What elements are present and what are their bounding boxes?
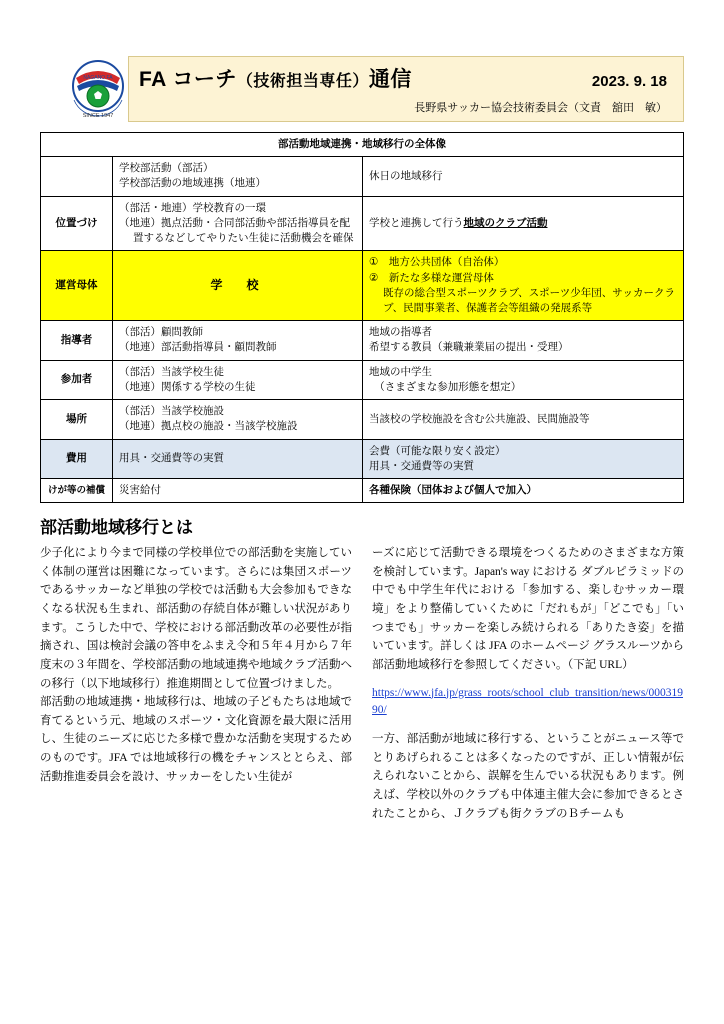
paragraph: 部活動の地域連携・地域移行は、地域の子どもたちは地域で育てるという元、地域のスポーツ・文化資源を最大限に活用し、生徒のニーズに応じた多様で豊かな活動を実現するためのものです。JFA では地域移行の機をチャンスととらえ、部活動推進委員会を設け、サッカーをしたい生徒が [40,696,352,783]
paragraph: ーズに応じて活動できる環境をつくるためのさまざまな方策を検討しています。Japan's way における ダブルピラミッドの中でも中学生年代における「参加する、楽しむサッカー環境」をより整備していくために「だれもが」「どこでも」「いつまでも」サッカーを楽しみ続けられる「ありたき姿」を描いています。詳しくは JFA のホームページ グラスルーツから部活動地域移行を参照してください。（下記 URL） [372,547,684,671]
row-label-injury: けが等の補償 [41,478,113,502]
header-band [128,56,684,122]
table-row [41,360,684,399]
row-mid-place: （部活）当該学校施設 （地連）拠点校の施設・当該学校施設 [113,400,363,439]
row-label-instructors: 指導者 [41,321,113,360]
row-right-injury: 各種保険（団体および個人で加入） [363,478,684,502]
row-mid-cost: 用具・交通費等の実質 [113,439,363,478]
row-right-participants: 地域の中学生 （さまざまな参加形態を想定） [363,360,684,399]
article-column-right [372,544,684,823]
paragraph: 一方、部活動が地域に移行する、ということがニュース等でとりあげられることは多くなったのですが、正しい情報が伝えられないことから、誤解を生んでいる状況もあります。例えば、学校以外のクラブも中体連主催大会に参加できるとされたことから、Ｊクラブも街クラブのＢチームも [372,733,684,820]
row-right-cost: 会費（可能な限り安く設定） 用具・交通費等の実質 [363,439,684,478]
table-row [41,400,684,439]
row-label-operating-body: 運営母体 [41,251,113,321]
svg-text:SINCE 1947: SINCE 1947 [82,113,114,119]
article-columns [40,544,684,823]
page-title [139,63,412,93]
table-title: 部活動地域連携・地域移行の全体像 [41,133,684,157]
issue-date: 2023. 9. 18 [591,73,667,90]
jfa-article-link[interactable]: https://www.jfa.jp/grass_roots/school_club_transition/news/00031990/ [372,686,684,717]
row-label-place: 場所 [41,400,113,439]
title-tail: 通信 [368,68,412,91]
table-header-row [41,157,684,196]
table-row [41,251,684,321]
row-mid-positioning: （部活・地連）学校教育の一環 （地連）拠点活動・合同部活動や部活指導員を配置するなどしてやりたい生徒に活動機会を確保 [113,196,363,251]
table-row [41,321,684,360]
row-label-positioning: 位置づけ [41,196,113,251]
overview-table [40,132,684,503]
header-cell-school: 学校部活動（部活） 学校部活動の地域連携（地連） [113,157,363,196]
row-right-instructors: 地域の指導者 希望する教員（兼職兼業届の提出・受理） [363,321,684,360]
table-row [41,439,684,478]
row-mid-participants: （部活）当該学校生徒 （地連）関係する学校の生徒 [113,360,363,399]
row-right-place: 当該校の学校施設を含む公共施設、民間施設等 [363,400,684,439]
row-right-positioning: 学校と連携して行う地域のクラブ活動 [363,196,684,251]
table-row [41,478,684,502]
article-heading: 部活動地域移行とは [40,518,193,538]
svg-text:NAGANO FA: NAGANO FA [83,75,113,81]
row-mid-operating-body: 学 校 [113,251,363,321]
table-title-row [41,133,684,157]
header-subtitle: 長野県サッカー協会技術委員会（文責 舘田 敏） [414,102,667,114]
article-column-left [40,544,352,823]
row-label-participants: 参加者 [41,360,113,399]
table-row [41,196,684,251]
title-main: FA コーチ [139,68,237,91]
nagano-fa-logo-icon [68,56,128,122]
paragraph: 少子化により今まで同様の学校単位での部活動を実施していく体制の運営は困難になっています。さらには集団スポーツであるサッカーなど単独の学校では活動も大会参加もできなくなる状況も生まれ、部活動の存続自体が難しい状況があります。こうした中で、学校における部活動改革の必要性が指摘され、国は検討会議の答申をふまえ令和５年４月から７年度末の３年間を、学校部活動の地域連携や地域クラブ活動への移行（以下地域移行）推進期間として位置づけました。 [40,547,352,690]
row-mid-instructors: （部活）顧問教師 （地連）部活動指導員・顧問教師 [113,321,363,360]
header-cell-blank [41,157,113,196]
row-mid-injury: 災害給付 [113,478,363,502]
document-header [68,56,684,122]
title-paren: （技術担当専任） [236,73,369,90]
row-right-operating-body: ① 地方公共団体（自治体） ② 新たな多様な運営母体 既存の総合型スポーツクラブ、スポーツ少年団、サッカークラブ、民間事業者、保護者会等組織の発展系等 [363,251,684,321]
header-cell-transition: 休日の地域移行 [363,157,684,196]
row-label-cost: 費用 [41,439,113,478]
